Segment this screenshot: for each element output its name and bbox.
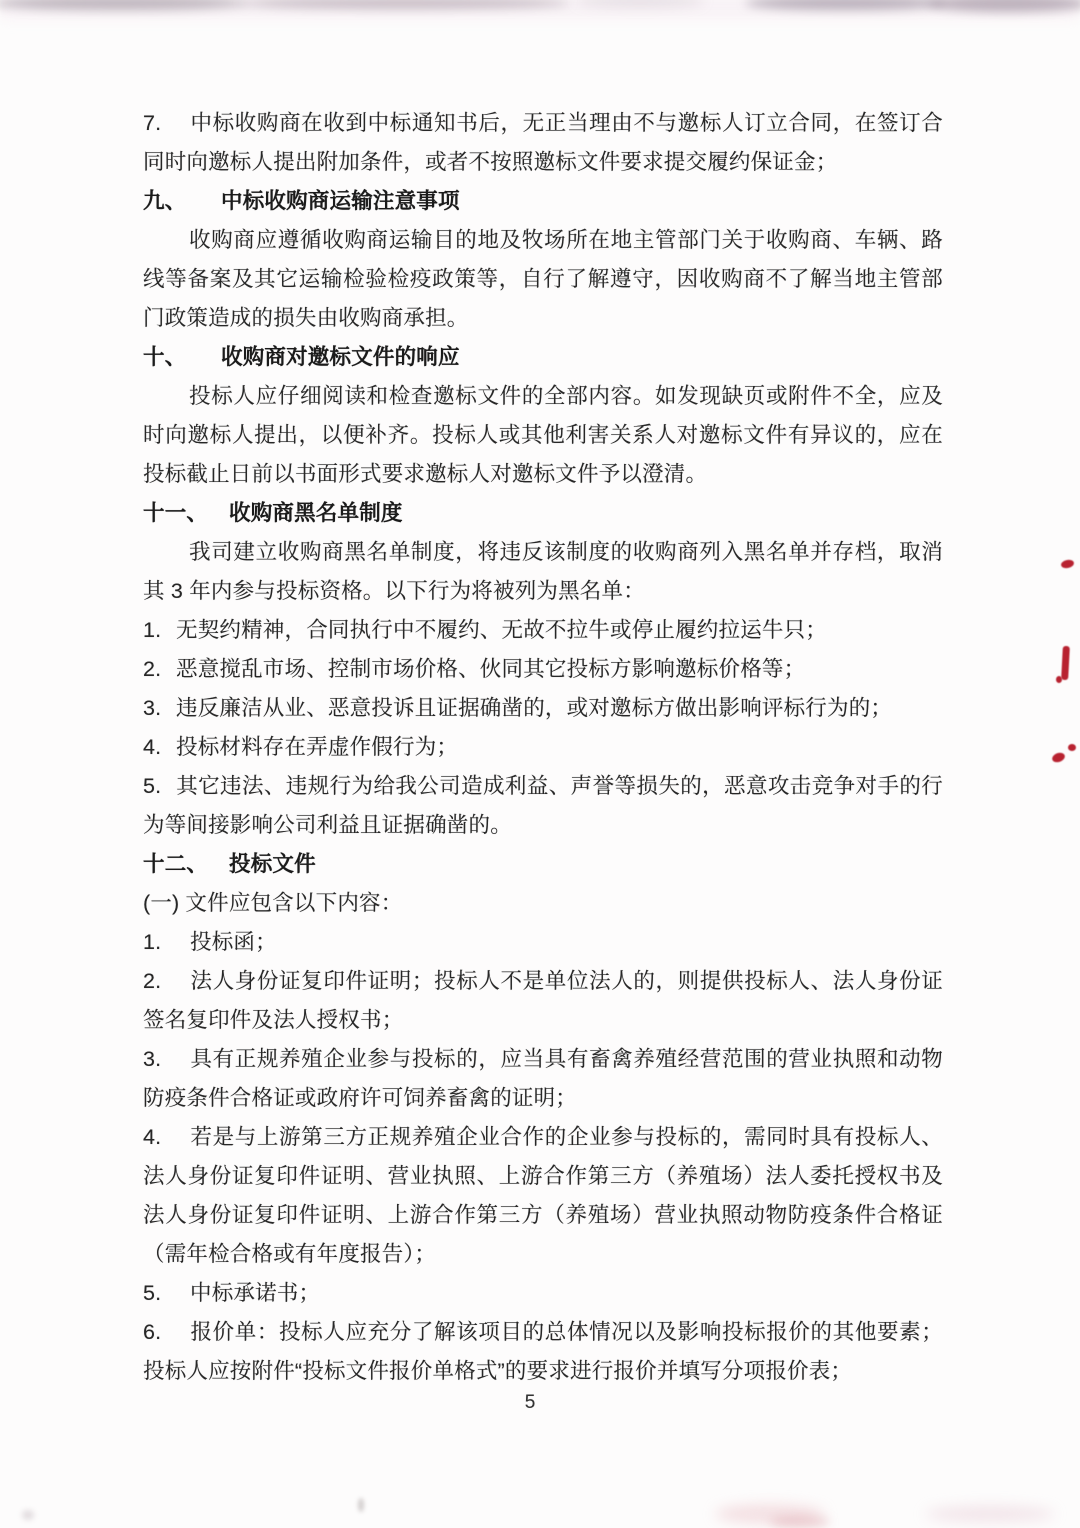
- bid-doc-item-1: [143, 923, 943, 962]
- blacklist-item-4: [143, 728, 943, 767]
- bid-doc-item-1-number: 1.: [143, 930, 162, 954]
- subsection-1-number: (一): [143, 891, 180, 915]
- subsection-1-lead: [143, 884, 943, 923]
- bid-doc-item-6: [143, 1313, 943, 1391]
- bid-doc-item-1-text: 投标函；: [190, 930, 277, 954]
- bid-doc-item-4-text: 若是与上游第三方正规养殖企业合作的企业参与投标的，需同时具有投标人、法人身份证复印件证明、营业执照、上游合作第三方（养殖场）法人委托授权书及法人身份证复印件证明、上游合作第三方（养殖场）营业执照动物防疫条件合格证（需年检合格或有年度报告）；: [143, 1125, 943, 1266]
- scan-artifact-top: [928, 0, 1080, 12]
- bid-doc-item-2-number: 2.: [143, 969, 162, 993]
- blacklist-item-5-text: 其它违法、违规行为给我公司造成利益、声誉等损失的，恶意攻击竞争对手的行为等间接影响公司利益且证据确凿的。: [143, 774, 943, 837]
- bid-doc-item-5-text: 中标承诺书；: [190, 1281, 321, 1305]
- scan-artifact-bottom: [715, 1505, 825, 1523]
- scan-artifact-top: [0, 0, 247, 10]
- heading-section-12-title: 投标文件: [229, 852, 316, 876]
- blacklist-item-2-number: 2.: [143, 657, 162, 681]
- scan-artifact-top: [240, 0, 570, 9]
- section-10-paragraph: 投标人应仔细阅读和检查邀标文件的全部内容。如发现缺页或附件不全，应及时向邀标人提出，以便补齐。投标人或其他利害关系人对邀标文件有异议的，应在投标截止日前以书面形式要求邀标人对邀标文件予以澄清。: [143, 384, 943, 486]
- blacklist-item-1-text: 无契约精神，合同执行中不履约、无故不拉牛或停止履约拉运牛只；: [176, 618, 828, 642]
- heading-section-9-title: 中标收购商运输注意事项: [221, 189, 460, 213]
- blacklist-item-4-number: 4.: [143, 735, 162, 759]
- section-11-paragraph: 我司建立收购商黑名单制度，将违反该制度的收购商列入黑名单并存档，取消其 3 年内参与投标资格。以下行为将被列为黑名单：: [143, 540, 943, 603]
- scan-artifact-bottom: [770, 1516, 830, 1528]
- blacklist-item-2-text: 恶意搅乱市场、控制市场价格、伙同其它投标方影响邀标价格等；: [176, 657, 806, 681]
- blacklist-item-3-text: 违反廉洁从业、恶意投诉且证据确凿的，或对邀标方做出影响评标行为的；: [176, 696, 893, 720]
- blacklist-item-4-text: 投标材料存在弄虚作假行为；: [176, 735, 459, 759]
- blacklist-item-5-number: 5.: [143, 774, 162, 798]
- heading-section-10: [143, 338, 943, 377]
- page-number: 5: [524, 1392, 536, 1413]
- blacklist-item-2: [143, 650, 943, 689]
- red-ink-mark-3-dot: [1068, 744, 1076, 751]
- bid-doc-item-5-number: 5.: [143, 1281, 162, 1305]
- scan-artifact-top-wash: [0, 0, 1080, 18]
- heading-section-9-number: 九、: [143, 189, 187, 213]
- bid-doc-item-5: [143, 1274, 943, 1313]
- document-body: [143, 104, 943, 1391]
- blacklist-item-1: [143, 611, 943, 650]
- heading-section-11: [143, 494, 943, 533]
- bid-doc-item-6-text: 报价单：投标人应充分了解该项目的总体情况以及影响投标报价的其他要素；投标人应按附件“投标文件报价单格式”的要求进行报价并填写分项报价表；: [143, 1320, 943, 1383]
- clause-7-number: 7.: [143, 111, 162, 135]
- bid-doc-item-4: [143, 1118, 943, 1274]
- heading-section-12: [143, 845, 943, 884]
- bid-doc-item-3: [143, 1040, 943, 1118]
- red-ink-mark-2: [1061, 646, 1070, 680]
- bid-doc-item-6-number: 6.: [143, 1320, 162, 1344]
- scan-artifact-bottom: [358, 1498, 364, 1512]
- clause-7: [143, 104, 943, 182]
- heading-section-11-number: 十一、: [143, 501, 209, 525]
- bid-doc-item-2-text: 法人身份证复印件证明；投标人不是单位法人的，则提供投标人、法人身份证签名复印件及法人授权书；: [143, 969, 943, 1032]
- red-ink-mark-1: [1060, 559, 1074, 570]
- section-9-paragraph: 收购商应遵循收购商运输目的地及牧场所在地主管部门关于收购商、车辆、路线等备案及其它运输检验检疫政策等，自行了解遵守，因收购商不了解当地主管部门政策造成的损失由收购商承担。: [143, 228, 943, 330]
- bid-doc-item-2: [143, 962, 943, 1040]
- scan-artifact-top: [575, 0, 705, 6]
- clause-7-text: 中标收购商在收到中标通知书后，无正当理由不与邀标人订立合同，在签订合同时向邀标人提出附加条件，或者不按照邀标文件要求提交履约保证金；: [143, 111, 943, 174]
- bid-doc-item-3-number: 3.: [143, 1047, 162, 1071]
- blacklist-item-3-number: 3.: [143, 696, 162, 720]
- bid-doc-item-4-number: 4.: [143, 1125, 162, 1149]
- red-ink-mark-2-dot: [1056, 676, 1062, 683]
- blacklist-item-3: [143, 689, 943, 728]
- heading-section-9: [143, 182, 943, 221]
- blacklist-item-1-number: 1.: [143, 618, 162, 642]
- heading-section-12-number: 十二、: [143, 852, 209, 876]
- scan-artifact-bottom: [925, 1506, 1055, 1522]
- blacklist-item-5: [143, 767, 943, 845]
- scan-artifact-top: [745, 0, 945, 10]
- red-ink-mark-3: [1051, 751, 1066, 764]
- heading-section-11-title: 收购商黑名单制度: [229, 501, 403, 525]
- bid-doc-item-3-text: 具有正规养殖企业参与投标的，应当具有畜禽养殖经营范围的营业执照和动物防疫条件合格证或政府许可饲养畜禽的证明；: [143, 1047, 943, 1110]
- subsection-1-text: 文件应包含以下内容：: [185, 891, 403, 915]
- scan-artifact-bottom: [22, 1510, 34, 1520]
- heading-section-10-number: 十、: [143, 345, 187, 369]
- heading-section-10-title: 收购商对邀标文件的响应: [221, 345, 460, 369]
